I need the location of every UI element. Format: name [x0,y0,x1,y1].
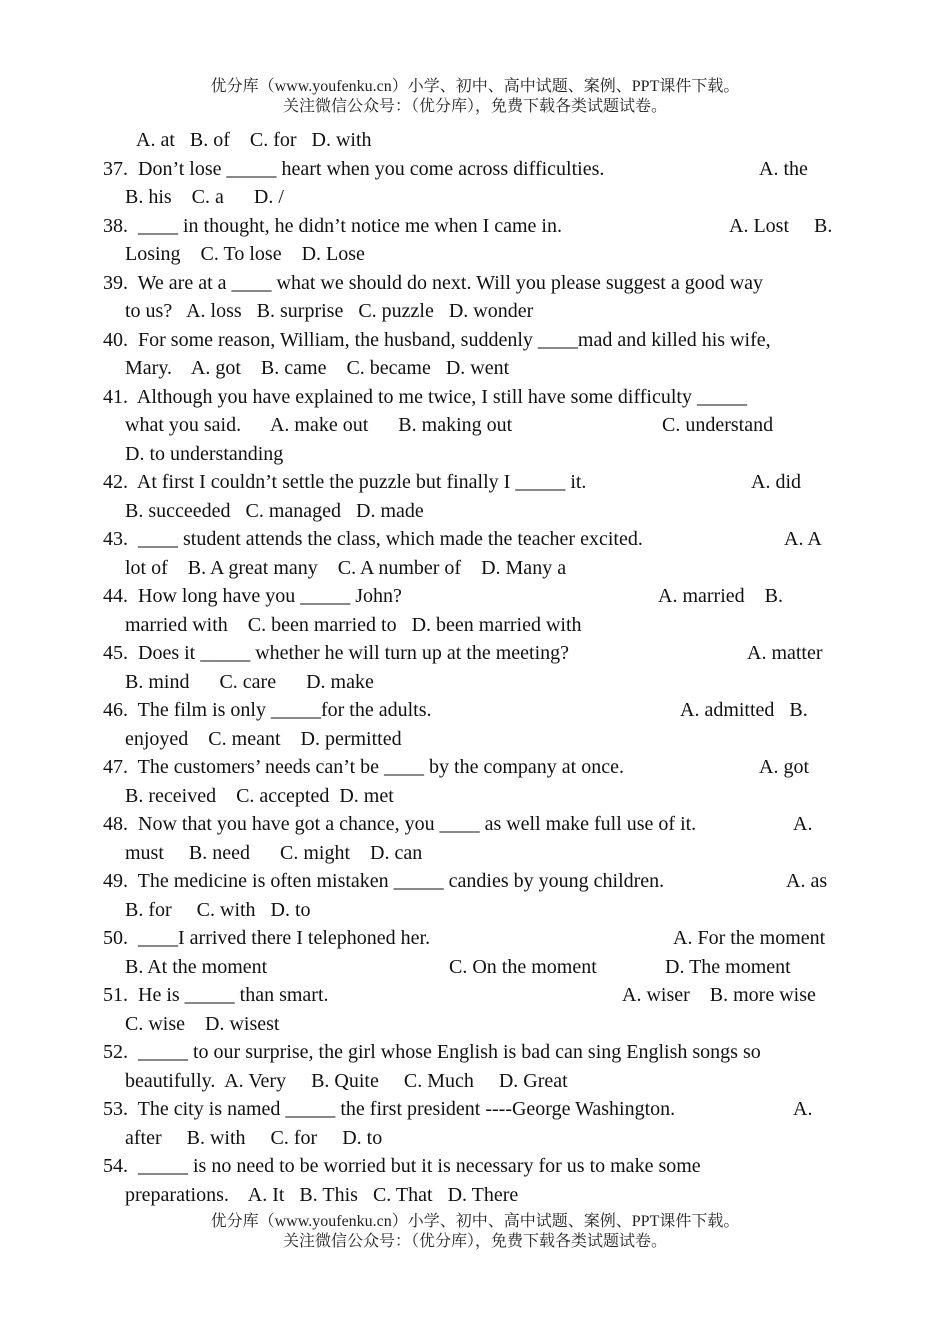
footer-line-1: 优分库（www.youfenku.cn）小学、初中、高中试题、案例、PPT课件下载。 [210,1213,740,1230]
options-text: B. mind C. care D. make [125,670,374,693]
options-text: B. for C. with D. to [125,898,311,921]
option-text: A. got [759,756,809,778]
page-header [0,77,950,117]
header-line-1: 优分库（www.youfenku.cn）小学、初中、高中试题、案例、PPT课件下载。 [210,78,740,95]
page-footer [0,1212,950,1252]
question-text: 38. ____ in thought, he didn’t notice me when I came in. [103,214,562,237]
options-text: to us? A. loss B. surprise C. puzzle D. wonder [125,300,534,322]
question-text: 44. How long have you _____ John? [103,585,402,607]
options-text: B. At the moment [125,955,268,978]
question-text: 43. ____ student attends the class, which made the teacher excited. [103,528,643,550]
question-text: 39. We are at a ____ what we should do next. Will you please suggest a good way [103,271,764,294]
question-text: 48. Now that you have got a chance, you ____ as well make full use of it. [103,813,697,835]
option-text: A. as [786,870,828,892]
question-text: 47. The customers’ needs can’t be ____ by the company at once. [103,756,624,778]
option-text: A. [793,813,813,835]
options-text: B. received C. accepted D. met [125,784,394,807]
question-text: 37. Don’t lose _____ heart when you come across difficulties. [103,157,605,180]
option-text: A. the [759,157,808,180]
options-text: enjoyed C. meant D. permitted [125,727,402,750]
options-text: B. his C. a D. / [125,186,284,208]
header-line-2: 关注微信公众号：（优分库），免费下载各类试题试卷。 [282,98,667,115]
options-text: B. succeeded C. managed D. made [125,499,424,522]
options-text: what you said. A. make out B. making out [125,414,513,436]
options-text: preparations. A. It B. This C. That D. There [125,1183,519,1206]
options-text: A. at B. of C. for D. with [136,129,372,151]
question-text: 40. For some reason, William, the husband, suddenly ____mad and killed his wife, [103,328,771,351]
option-text: A. admitted B. [680,699,808,721]
question-text: 54. _____ is no need to be worried but it is necessary for us to make some [103,1155,701,1177]
options-text: after B. with C. for D. to [125,1126,383,1149]
question-text: 49. The medicine is often mistaken _____ candies by young children. [103,870,665,892]
option-text: A. [793,1098,813,1120]
options-text: married with C. been married to D. been married with [125,613,582,636]
option-text: C. On the moment [449,955,597,978]
question-text: 50. ____I arrived there I telephoned her. [103,927,431,949]
option-text: A. wiser B. more wise [622,984,816,1006]
question-text: 53. The city is named _____ the first president ----George Washington. [103,1098,676,1120]
question-text: 41. Although you have explained to me twice, I still have some difficulty _____ [103,385,747,408]
option-text: A. matter [747,642,823,664]
question-text: 46. The film is only _____for the adults. [103,699,432,721]
footer-line-2: 关注微信公众号：（优分库），免费下载各类试题试卷。 [282,1233,667,1250]
question-text: 51. He is _____ than smart. [103,984,329,1006]
options-text: beautifully. A. Very B. Quite C. Much D. Great [125,1069,568,1092]
question-text: 42. At first I couldn’t settle the puzzle but finally I _____ it. [103,471,587,493]
options-text: Mary. A. got B. came C. became D. went [125,357,510,379]
option-text: A. Lost B. [729,214,833,237]
options-text: Losing C. To lose D. Lose [125,243,365,265]
option-text: D. The moment [665,955,791,978]
options-text: D. to understanding [125,442,284,465]
option-text: C. understand [662,414,774,436]
options-text: must B. need C. might D. can [125,841,423,864]
options-text: C. wise D. wisest [125,1012,280,1035]
options-text: lot of B. A great many C. A number of D. Many a [125,556,567,579]
question-text: 45. Does it _____ whether he will turn up at the meeting? [103,642,570,664]
option-text: A. did [751,471,801,493]
option-text: A. married B. [658,585,783,607]
question-text: 52. _____ to our surprise, the girl whose English is bad can sing English songs so [103,1041,761,1063]
option-text: A. A [784,528,822,550]
option-text: A. For the moment [673,927,826,949]
